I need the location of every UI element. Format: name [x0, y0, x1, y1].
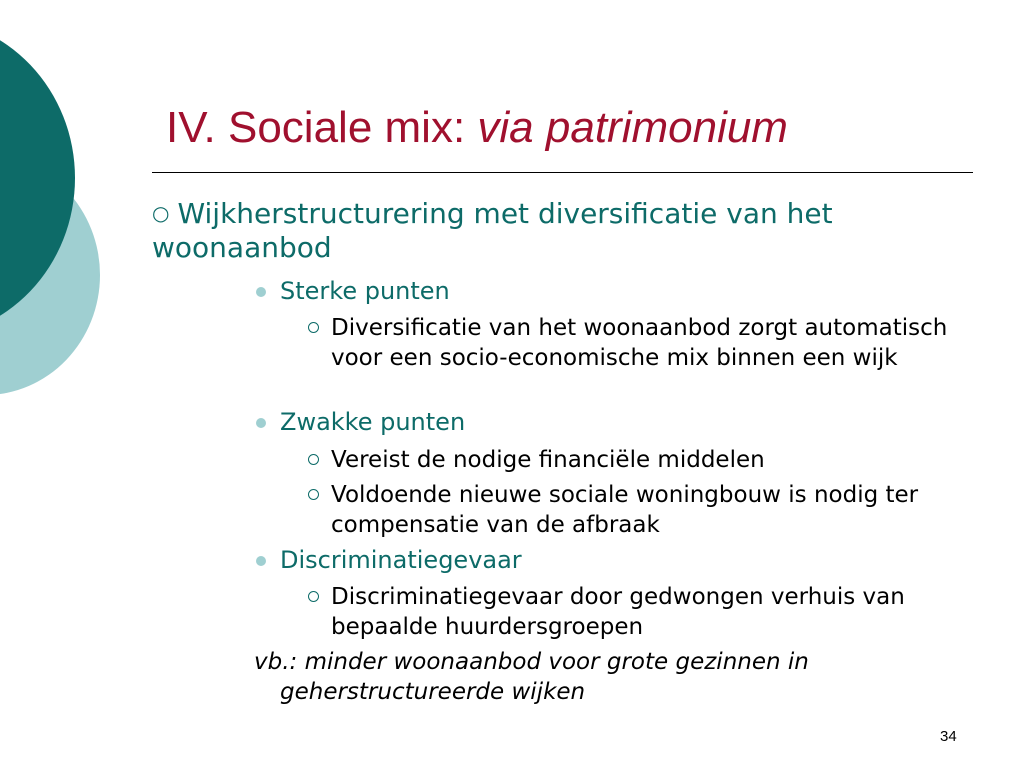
example-note-line-2: geherstructureerde wijken [280, 679, 586, 705]
section-heading-text: Discriminatiegevaar [280, 546, 522, 574]
section-heading-discriminatiegevaar [280, 545, 522, 575]
filled-dot-icon [256, 418, 266, 428]
list-item-text: Vereist de nodige financiële middelen [331, 447, 765, 473]
list-item-text: Diversificatie van het woonaanbod zorgt automatisch voor een socio-economische mix binnen een wijk [331, 315, 948, 371]
filled-dot-icon [256, 287, 266, 297]
title-divider [152, 172, 973, 173]
section-heading-text: Sterke punten [280, 277, 450, 305]
slide-title-italic: via patrimonium [477, 103, 788, 152]
ring-icon [308, 591, 319, 602]
slide-title [166, 100, 788, 156]
ring-icon [308, 489, 319, 500]
ring-icon [308, 454, 319, 465]
main-bullet-text: Wijkherstructurering met diversificatie van het woonaanbod [152, 197, 833, 264]
list-item-text: Discriminatiegevaar door gedwongen verhuis van bepaalde huurdersgroepen [331, 584, 905, 640]
example-note [254, 647, 954, 707]
section-heading-text: Zwakke punten [280, 408, 466, 436]
slide-title-regular: IV. Sociale mix: [166, 103, 478, 152]
list-item [331, 445, 1011, 475]
list-item [331, 480, 991, 540]
section-heading-zwakke-punten [280, 407, 465, 437]
list-item [331, 313, 971, 373]
example-note-line-1: vb.: minder woonaanbod voor grote gezinnen in [254, 649, 809, 675]
list-item [331, 582, 1016, 642]
filled-dot-icon [256, 556, 266, 566]
page-number: 34 [940, 728, 957, 745]
section-heading-sterke-punten [280, 276, 450, 306]
open-circle-icon: ○ [152, 201, 170, 225]
ring-icon [308, 322, 319, 333]
list-item-text: Voldoende nieuwe sociale woningbouw is nodig ter compensatie van de afbraak [331, 482, 919, 538]
main-bullet [152, 196, 1002, 265]
